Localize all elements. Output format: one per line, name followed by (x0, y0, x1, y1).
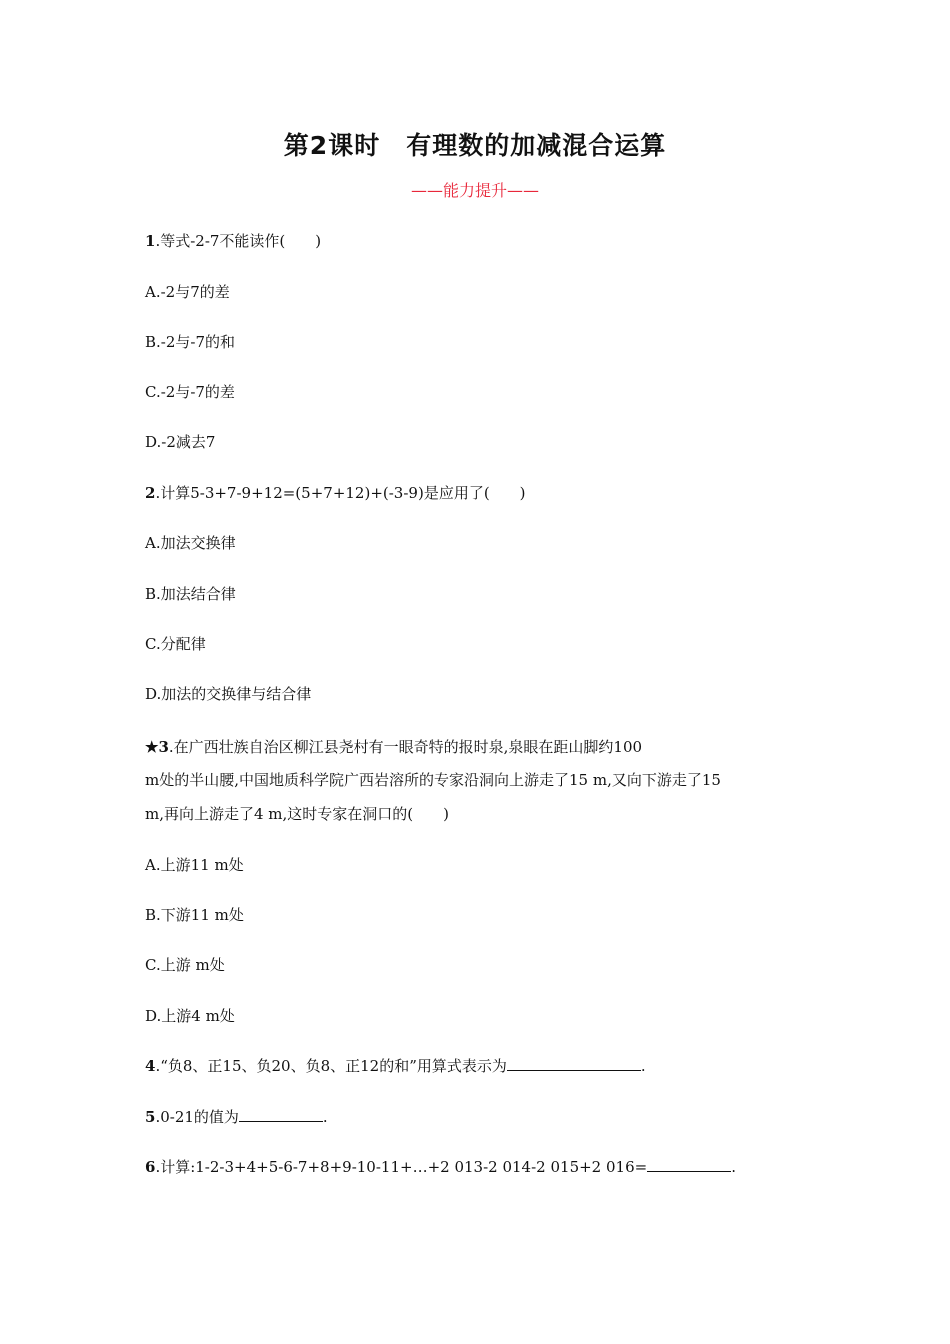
question-text: .“负8、正15、负20、负8、正12的和”用算式表示为 (155, 1057, 507, 1075)
question-text-line: m处的半山腰,中国地质科学院广西岩溶所的专家沿洞向上游走了15 m,又向下游走了15 (145, 771, 721, 789)
question-number: 2 (145, 484, 156, 502)
option-c: C.-2与-7的差 (145, 383, 235, 401)
question-text-line: .在广西壮族自治区柳江县尧村有一眼奇特的报时泉,泉眼在距山脚约100 (168, 738, 643, 756)
question-1 (145, 231, 321, 251)
question-number: 4 (145, 1057, 156, 1075)
question-end: . (640, 1057, 646, 1075)
option-b: B.-2与-7的和 (145, 333, 236, 351)
question-text: .0-21的值为 (155, 1108, 239, 1126)
answer-blank[interactable] (239, 1107, 323, 1122)
option-a: A.-2与7的差 (145, 283, 230, 301)
option-c: C.上游 m处 (145, 956, 225, 974)
question-number: 6 (145, 1158, 156, 1176)
question-text: .计算5-3+7-9+12=(5+7+12)+(-3-9)是应用了( ) (155, 484, 526, 502)
option-a: A.加法交换律 (145, 534, 236, 552)
question-2 (145, 483, 526, 503)
question-end: . (322, 1108, 328, 1126)
question-number: 5 (145, 1108, 156, 1126)
option-d: D.上游4 m处 (145, 1007, 235, 1025)
question-number: 1 (145, 232, 156, 250)
answer-blank[interactable] (647, 1157, 731, 1172)
option-b: B.下游11 m处 (145, 906, 244, 924)
question-text: .计算:1-2-3+4+5-6-7+8+9-10-11+…+2 013-2 014-2 015+2 016= (155, 1158, 648, 1176)
option-d: D.加法的交换律与结合律 (145, 685, 312, 703)
option-b: B.加法结合律 (145, 585, 236, 603)
question-text: .等式-2-7不能读作( ) (155, 232, 322, 250)
question-5 (145, 1107, 328, 1127)
section-subtitle: ——能力提升—— (410, 181, 539, 200)
option-d: D.-2减去7 (145, 433, 216, 451)
question-end: . (731, 1158, 736, 1176)
question-number: ★3 (145, 738, 169, 756)
question-3 (145, 737, 642, 757)
question-4 (145, 1056, 646, 1076)
option-a: A.上游11 m处 (145, 856, 244, 874)
option-c: C.分配律 (145, 635, 206, 653)
page-title: 第2课时 有理数的加减混合运算 (283, 131, 667, 160)
question-6 (145, 1157, 736, 1177)
question-text-line: m,再向上游走了4 m,这时专家在洞口的( ) (145, 805, 450, 823)
answer-blank[interactable] (507, 1056, 641, 1071)
